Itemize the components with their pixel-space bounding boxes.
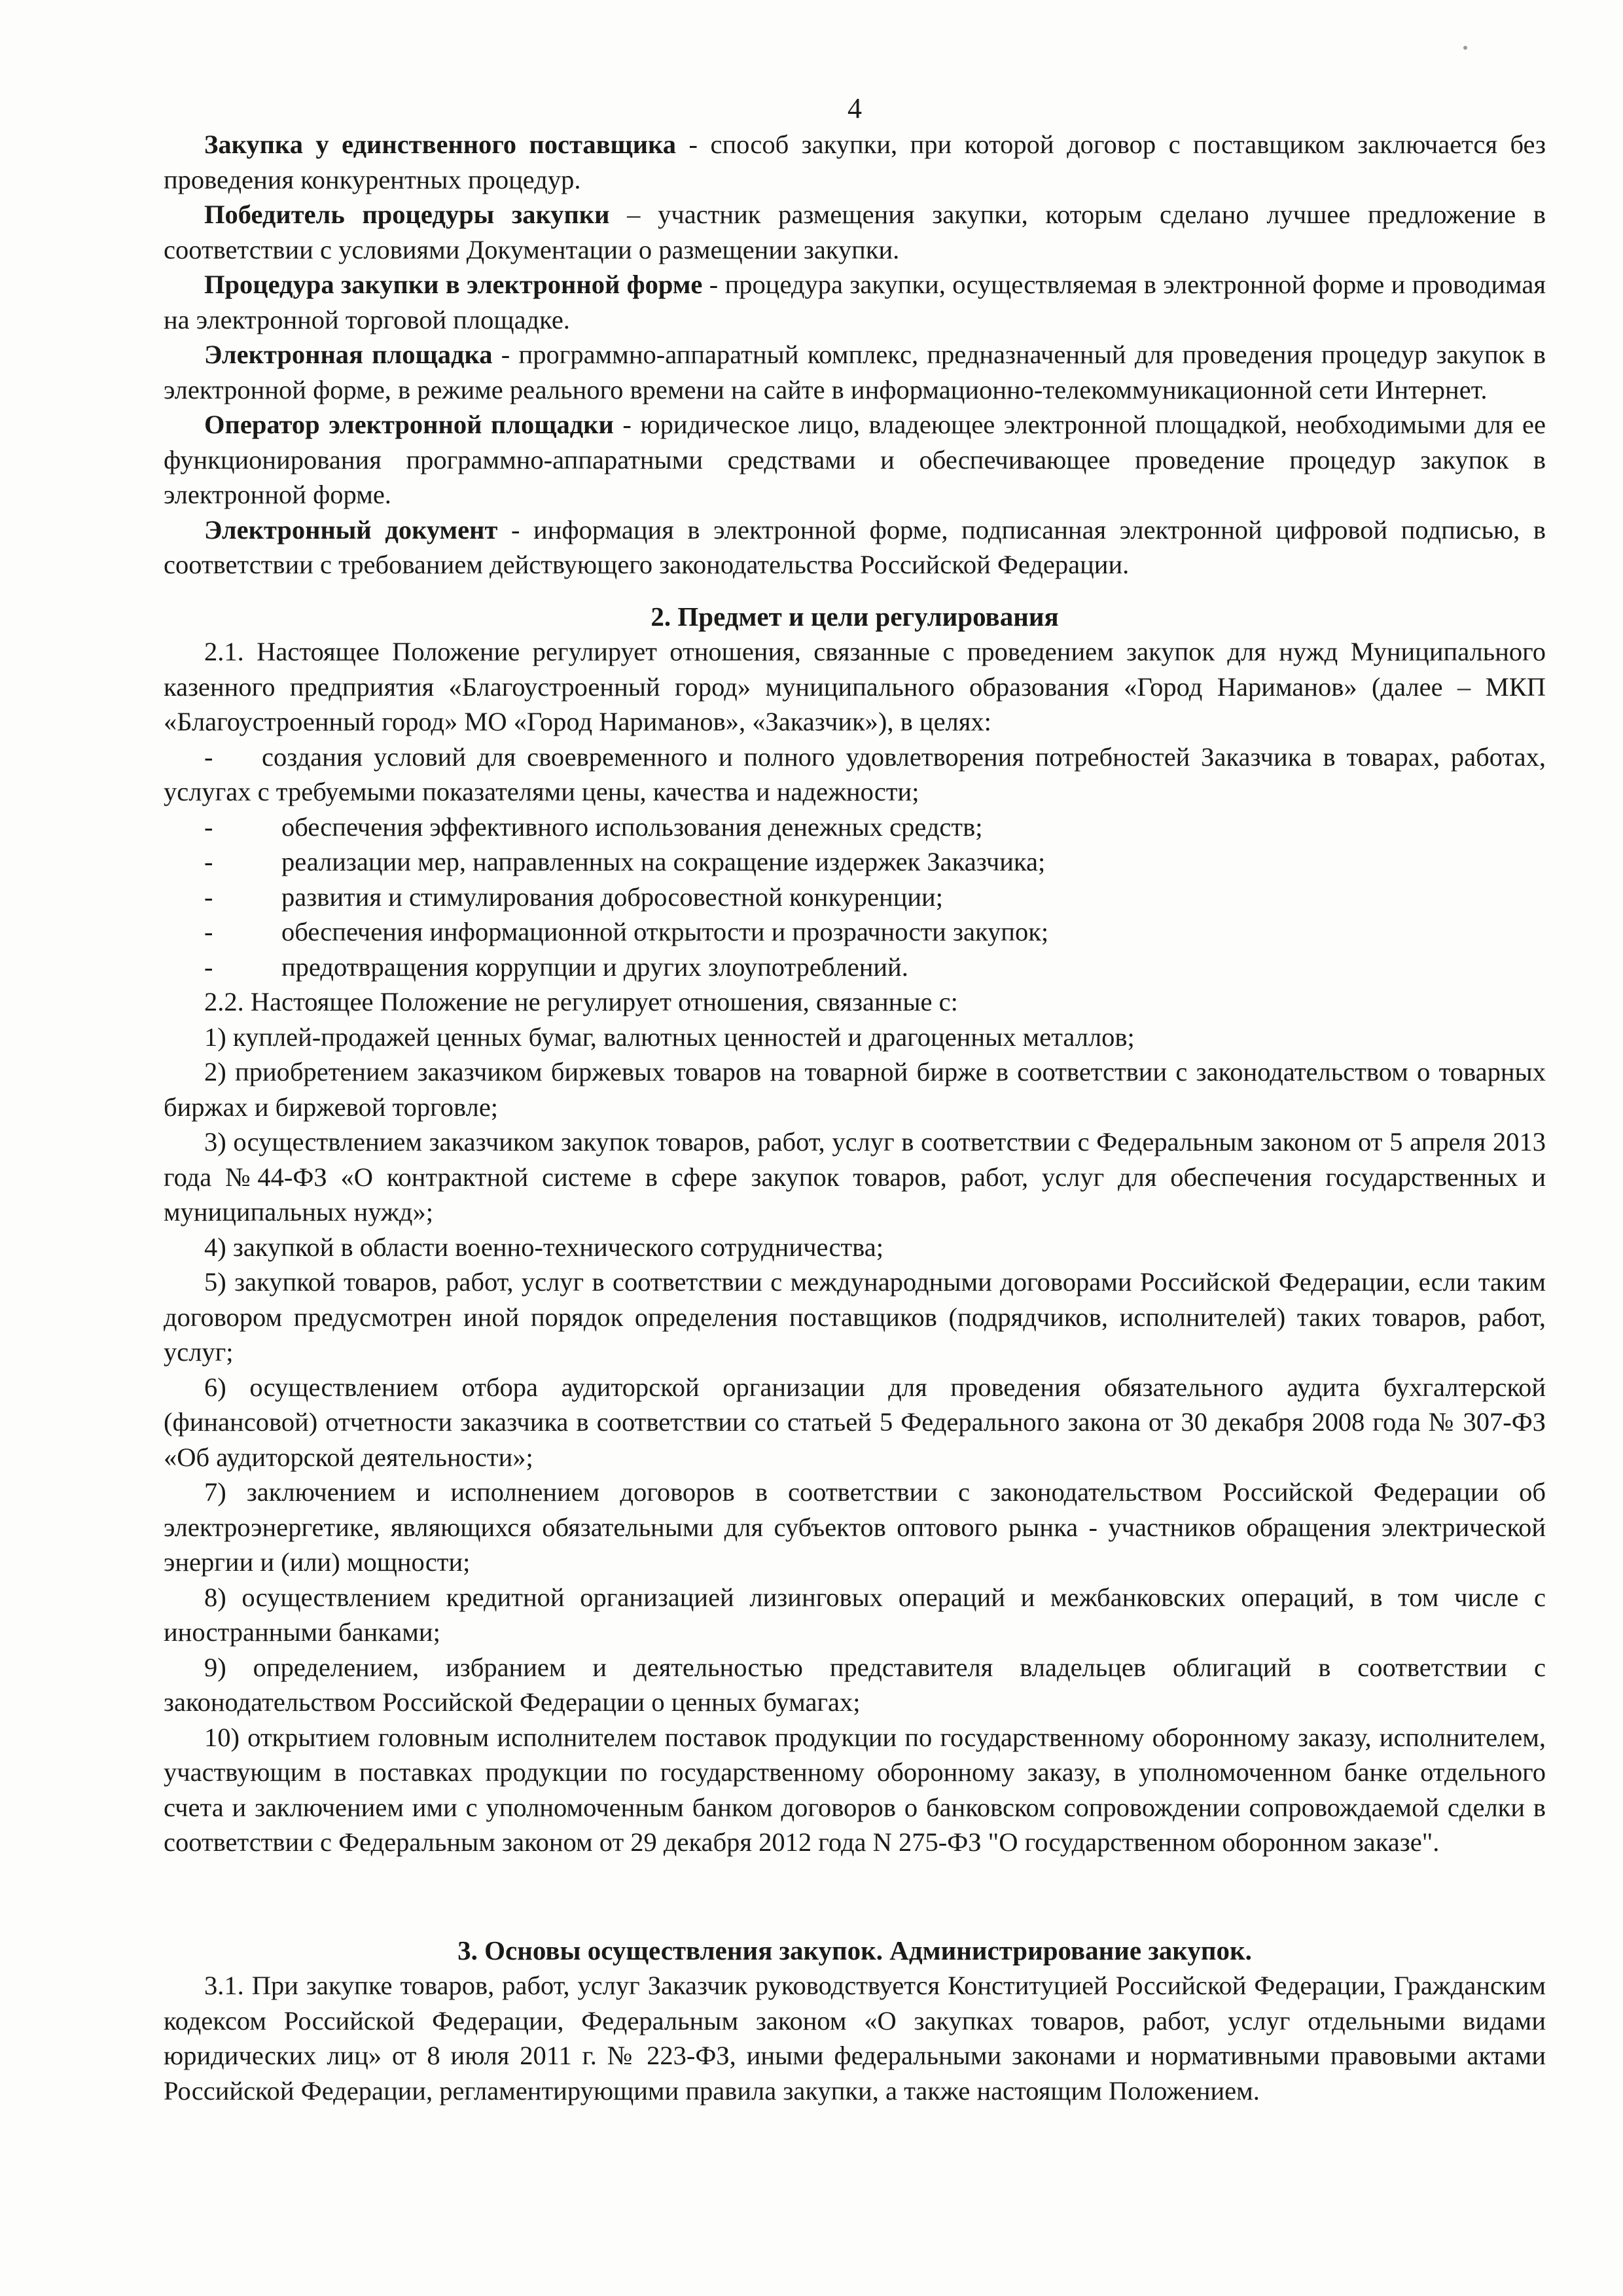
- definition-paragraph: Победитель процедуры закупки – участник размещения закупки, которым сделано лучшее предложение в соответствии с условиями Документации о размещении закупки.: [164, 200, 1546, 264]
- numbered-item: 8) осуществлением кредитной организацией лизинговых операций и межбанковских операций, в том числе с иностранными банками;: [164, 1582, 1546, 1647]
- paragraph-2-2: 2.2. Настоящее Положение не регулирует отношения, связанные с:: [204, 987, 958, 1016]
- dash-list-item: - обеспечения информационной открытости и прозрачности закупок;: [204, 917, 1049, 946]
- numbered-item: 2) приобретением заказчиком биржевых товаров на товарной бирже в соответствии с законодательством о товарных биржах и биржевой торговле;: [164, 1057, 1546, 1122]
- scan-speck: [1463, 46, 1467, 50]
- page-number: 4: [847, 92, 862, 124]
- numbered-item: 9) определением, избранием и деятельностью представителя владельцев облигаций в соответствии с законодательством Российской Федерации о ценных бумагах;: [164, 1652, 1546, 1717]
- definition-text: участник размещения закупки, которым сделано лучшее предложение в соответствии с условиями Документации о размещении закупки.: [164, 200, 1546, 264]
- definition-term: Электронная площадка: [204, 340, 493, 369]
- definition-text: процедура закупки, осуществляемая в электронной форме и проводимая на электронной торговой площадке.: [164, 270, 1546, 334]
- definition-term: Победитель процедуры закупки: [204, 200, 610, 229]
- definition-text: юридическое лицо, владеющее электронной площадкой, необходимыми для ее функционирования программно-аппаратными средствами и обеспечивающее проведение процедур закупок в электронной форме.: [164, 410, 1546, 509]
- numbered-item: 6) осуществлением отбора аудиторской организации для проведения обязательного аудита бухгалтерской (финансовой) отчетности заказчика в соответствии со статьей 5 Федерального закона от 30 декабря 2008 года № 307-ФЗ «Об аудиторской деятельности»;: [164, 1372, 1546, 1472]
- definition-paragraph: Электронный документ - информация в электронной форме, подписанная электронной цифровой подписью, в соответствии с требованием действующего законодательства Российской Федерации.: [164, 514, 1546, 579]
- definition-paragraph: Закупка у единственного поставщика - способ закупки, при которой договор с поставщиком заключается без проведения конкурентных процедур.: [164, 130, 1546, 194]
- definition-paragraph: Процедура закупки в электронной форме - процедура закупки, осуществляемая в электронной форме и проводимая на электронной торговой площадке.: [164, 270, 1546, 334]
- paragraph-2-1: 2.1. Настоящее Положение регулирует отношения, связанные с проведением закупок для нужд Муниципального казенного предприятия «Благоустроенный город» муниципального образования «Город Нариманов» (далее – МКП «Благоустроенный город» МО «Город Нариманов», «Заказчик»), в целях:: [164, 637, 1546, 736]
- numbered-item: 3) осуществлением заказчиком закупок товаров, работ, услуг в соответствии с Федеральным законом от 5 апреля 2013 года №44-ФЗ «О контрактной системе в сфере закупок товаров, работ, услуг для обеспечения государственных и муниципальных нужд»;: [164, 1127, 1546, 1227]
- definition-term: Оператор электронной площадки: [204, 410, 614, 439]
- numbered-item: 7) заключением и исполнением договоров в соответствии с законодательством Российской Федерации об электроэнергетике, являющихся обязательными для субъектов оптового рынка - участников обращения электрической энергии и (или) мощности;: [164, 1477, 1546, 1577]
- dash-list-item: - развития и стимулирования добросовестной конкуренции;: [204, 882, 943, 912]
- section-3-title: 3. Основы осуществления закупок. Администрирование закупок.: [457, 1935, 1252, 1965]
- numbered-item: 5) закупкой товаров, работ, услуг в соответствии с международными договорами Российской Федерации, если таким договором предусмотрен иной порядок определения поставщиков (подрядчиков, исполнителей) таких товаров, работ, услуг;: [164, 1267, 1546, 1367]
- paragraph-3-1: 3.1. При закупке товаров, работ, услуг Заказчик руководствуется Конституцией Российской Федерации, Гражданским кодексом Российской Федерации, Федеральным законом «О закупках товаров, работ, услуг отдельными видами юридических лиц» от 8 июля 2011 г. № 223-ФЗ, иными федеральными законами и нормативными правовыми актами Российской Федерации, регламентирующими правила закупки, а также настоящим Положением.: [164, 1971, 1546, 2106]
- definition-paragraph: Оператор электронной площадки - юридическое лицо, владеющее электронной площадкой, необходимыми для ее функционирования программно-аппаратными средствами и обеспечивающее проведение процедур закупок в электронной форме.: [164, 410, 1546, 509]
- definition-term: Процедура закупки в электронной форме: [204, 270, 703, 299]
- dash-list-item: - создания условий для своевременного и полного удовлетворения потребностей Заказчика в товарах, работах, услугах с требуемыми показателями цены, качества и надежности;: [164, 742, 1546, 806]
- dash-list-item: - реализации мер, направленных на сокращение издержек Заказчика;: [204, 847, 1046, 876]
- definition-text: информация в электронной форме, подписанная электронной цифровой подписью, в соответствии с требованием действующего законодательства Российской Федерации.: [164, 514, 1546, 579]
- numbered-item: 10) открытием головным исполнителем поставок продукции по государственному оборонному заказу, исполнителем, участвующим в поставках продукции по государственному оборонному заказу, в уполномоченном банке отдельного счета и заключением ими с уполномоченным банком договоров о банковском сопровождении сопровождаемой сделки в соответствии с Федеральным законом от 29 декабря 2012 года N 275-ФЗ "О государственном оборонном заказе".: [164, 1722, 1546, 1857]
- definition-term: Электронный документ: [204, 514, 498, 545]
- definition-paragraph: Электронная площадка - программно-аппаратный комплекс, предназначенный для проведения процедур закупок в электронной форме, в режиме реального времени на сайте в информационно-телекоммуникационной сети Интернет.: [164, 340, 1546, 404]
- dash-list-item: - предотвращения коррупции и других злоупотреблений.: [204, 952, 908, 982]
- numbered-item: 1) куплей-продажей ценных бумаг, валютных ценностей и драгоценных металлов;: [204, 1022, 1135, 1052]
- numbered-item: 4) закупкой в области военно-технического сотрудничества;: [204, 1232, 883, 1262]
- definition-text: способ закупки, при которой договор с поставщиком заключается без проведения конкурентных процедур.: [164, 130, 1546, 194]
- definition-term: Закупка у единственного поставщика: [204, 130, 677, 159]
- dash-list-item: - обеспечения эффективного использования денежных средств;: [204, 812, 983, 842]
- section-2-title: 2. Предмет и цели регулирования: [651, 601, 1059, 632]
- definition-text: программно-аппаратный комплекс, предназначенный для проведения процедур закупок в электронной форме, в режиме реального времени на сайте в информационно-телекоммуникационной сети Интернет.: [164, 340, 1546, 404]
